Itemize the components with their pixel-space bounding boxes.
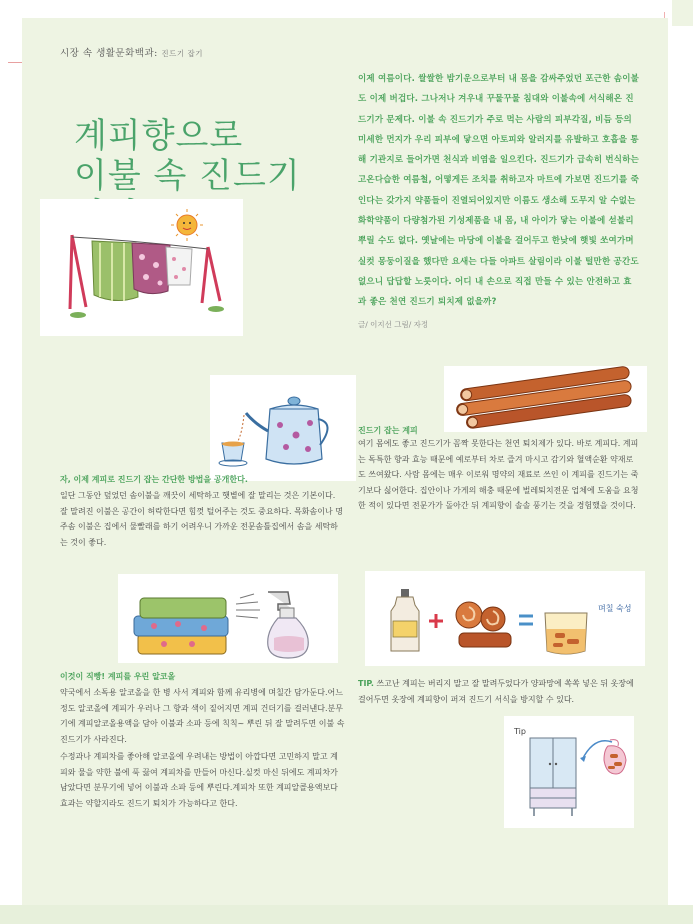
illustration-cinnamon-sticks [444, 366, 647, 432]
section-heading-cinnamon: 진드기 잡는 계피 [358, 426, 418, 435]
illustration-drying-quilts [40, 199, 243, 336]
illustration-wardrobe [504, 716, 634, 828]
section-body-method: 일단 그동안 덮었던 솜이불을 깨끗이 세탁하고 햇볕에 잘 말리는 것은 기본이다. 잘 말려진 이불은 공간이 허락한다면 힘껏 털어주는 것도 중요하다. 목화솜이나 명주솜 이불은 집에서 물빨래를 하기 어려우니 가까운 전문솜틀집에서 솜을 세탁하는 것이 좋다. [60, 491, 343, 547]
tip-paragraph [358, 676, 640, 707]
crop-mark [8, 62, 22, 63]
teapot-svg [210, 375, 356, 481]
section-body-cinnamon: 여기 몸에도 좋고 진드기가 꼼짝 못한다는 천연 퇴치제가 있다. 바로 계피다. 계피는 독특한 향과 효능 때문에 예로부터 차로 즐겨 마시고 감기와 혈액순환 약재로도 쓰여왔다. 사람 몸에는 매우 이로워 명약의 재료로 쓰인 이 계피를 진드기는 죽기보다 싫어한다. 집안이나 가게의 해충 때문에 벌레퇴치전문 업체에 도움을 요청한 적이 있다면 전문가가 돌아간 뒤 계피향이 솔솔 풍기는 것을 경험했을 것이다. [358, 439, 639, 511]
running-head [60, 45, 203, 59]
quilt-spray-svg [118, 574, 338, 663]
closet-label: Tip [514, 727, 526, 736]
drying-quilts-svg [40, 199, 243, 336]
running-head-section: 시장 속 생활문화백과: [60, 48, 158, 59]
corner-tab [672, 0, 693, 26]
section-heading-method: 자, 이제 계피로 진드기 잡는 간단한 방법을 공개한다. [60, 475, 248, 484]
illustration-teapot [210, 375, 356, 481]
bottom-strip [0, 905, 693, 924]
formula-note: 며칠 숙성 [598, 604, 632, 613]
illustration-quilt-spray [118, 574, 338, 663]
title-line: 계피향으로 [74, 116, 244, 156]
illustration-formula [365, 571, 645, 666]
section-heading-alcohol: 이것이 직빵! 계피를 우린 알코올 [60, 672, 176, 681]
wardrobe-svg [504, 716, 634, 828]
running-head-topic: 진드기 잡기 [161, 49, 203, 58]
formula-svg [365, 571, 645, 666]
section-body-alcohol-1: 약국에서 소독용 알코올을 한 병 사서 계피와 함께 유리병에 며칠간 담가둔다.어느 정도 알코올에 계피가 우러나 그 향과 색이 짙어지면 계피 건더기를 걸러낸다.분무기에 계피알코올용액을 담아 이불과 소파 등에 칙칙~ 뿌린 뒤 잘 말려두면 이불 속 진드기가 사라진다. [60, 688, 345, 744]
tip-text: 쓰고난 계피는 버리지 말고 잘 말려두었다가 양파망에 쏙쏙 넣은 뒤 옷장에 걸어두면 옷장에 계피향이 퍼져 진드기 서식을 방지할 수 있다. [358, 679, 634, 704]
cinnamon-sticks-svg [444, 366, 647, 432]
tip-label: TIP. [358, 679, 374, 688]
byline: 글/ 이지선 그림/ 자정 [358, 320, 429, 329]
section-body-alcohol-2: 수정과나 계피차를 좋아해 알코올에 우려내는 방법이 아깝다면 고민하지 말고 계피와 물을 약한 불에 푹 끓여 계피차를 만들어 마신다.실컷 마신 뒤에도 계피차가 남았다면 분무기에 넣어 이불과 소파 등에 뿌린다.계피차 또한 계피알콜용액보다 효과는 약할지라도 진드기 퇴치가 가능하다고 한다. [60, 752, 338, 808]
intro-paragraph: 이제 여름이다. 쌀쌀한 밤기운으로부터 내 몸을 감싸주었던 포근한 솜이불도 이제 버겁다. 그나저나 겨우내 꾸물꾸물 침대와 이불속에 서식해온 진드기가 문제다. 이불 속 진드기가 주로 먹는 사람의 피부각질, 비듬 등의 미세한 먼지가 우리 피부에 닿으면 아토피와 알러지를 유발하고 호흡을 통해 기관지로 들어가면 천식과 비염을 일으킨다. 진드기가 급속히 번식하는 고온다습한 여름철, 어떻게든 조치를 취하고자 마트에 가보면 진드기를 죽인다는 갖가지 약품들이 진열되어있지만 이름도 생소해 도무지 알 수없는 화학약품이 다량첨가된 기성제품을 내 몸, 내 아이가 닿는 이불에 섣불리 뿌릴 수도 없다. 옛날에는 마당에 이불을 걸어두고 한낮에 햇빛 쏘여가며 실컷 몽둥이질을 했다만 요새는 다들 아파트 살림이라 이불 털만한 공간도 없으니 답답할 노릇이다. 어디 내 손으로 직접 만들 수 있는 안전하고 효과 좋은 천연 진드기 퇴치제 없을까? [358, 74, 640, 308]
title-line: 이불 속 진드기 [74, 156, 301, 196]
